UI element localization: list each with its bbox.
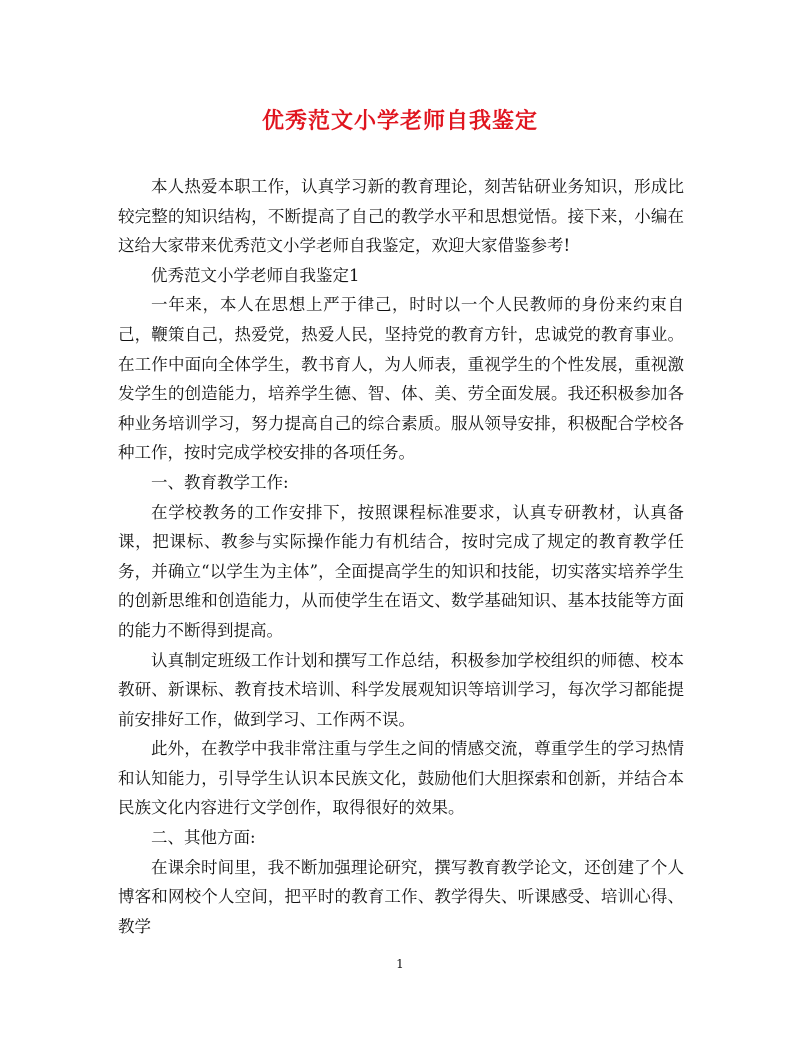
document-body: [118, 172, 684, 941]
section-heading-teaching-work: 一、教育教学工作:: [151, 472, 289, 492]
paragraph-year-summary: 一年来，本人在思想上严于律己，时时以一个人民教师的身份来约束自己，鞭策自己，热爱党，热爱人民，坚持党的教育方针，忠诚党的教育事业。在工作中面向全体学生，教书育人，为人师表，重视学生的个性发展，重视激发学生的创造能力，培养学生德、智、体、美、劳全面发展。我还积极参加各种业务培训学习，努力提高自己的综合素质。服从领导安排，积极配合学校各种工作，按时完成学校安排的各项任务。: [118, 295, 684, 463]
paragraph-teaching-tasks: 在学校教务的工作安排下，按照课程标准要求，认真专研教材，认真备课，把课标、教参与实际操作能力有机结合，按时完成了规定的教育教学任务，并确立“以学生为主体”，全面提高学生的知识和技能，切实落实培养学生的创新思维和创造能力，从而使学生在语文、数学基础知识、基本技能等方面的能力不断得到提高。: [118, 502, 684, 640]
paragraph-theory-research: 在课余时间里，我不断加强理论研究，撰写教育教学论文，还创建了个人博客和网校个人空间，把平时的教育工作、教学得失、听课感受、培训心得、教学: [118, 857, 684, 936]
paragraph-emotional-exchange: 此外，在教学中我非常注重与学生之间的情感交流，尊重学生的学习热情和认知能力，引导学生认识本民族文化，鼓励他们大胆探索和创新，并结合本民族文化内容进行文学创作，取得很好的效果。: [118, 739, 684, 818]
paragraph-class-plan: 认真制定班级工作计划和撰写工作总结，积极参加学校组织的师德、校本教研、新课标、教育技术培训、科学发展观知识等培训学习，每次学习都能提前安排好工作，做到学习、工作两不误。: [118, 650, 684, 729]
page-number: 1: [396, 957, 404, 971]
section-heading-appraisal-1: 优秀范文小学老师自我鉴定1: [151, 265, 360, 285]
document-title: 优秀范文小学老师自我鉴定: [261, 108, 538, 134]
paragraph-intro: 本人热爱本职工作，认真学习新的教育理论，刻苦钻研业务知识，形成比较完整的知识结构，不断提高了自己的教学水平和思想觉悟。接下来，小编在这给大家带来优秀范文小学老师自我鉴定，欢迎大家借鉴参考!: [118, 177, 684, 256]
section-heading-other-aspects: 二、其他方面:: [151, 828, 256, 848]
